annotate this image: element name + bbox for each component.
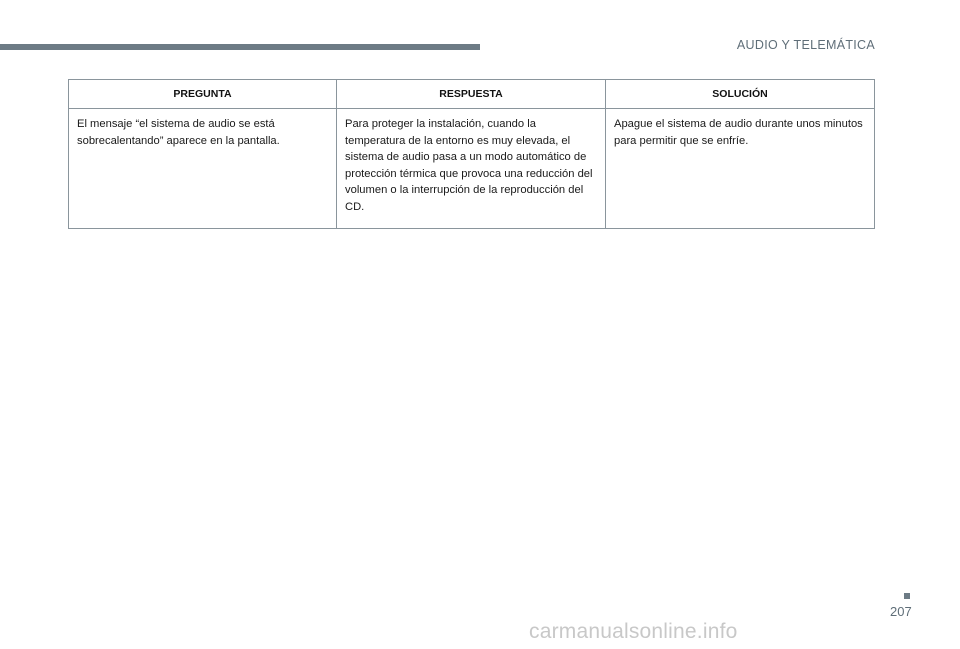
- cell-pregunta: El mensaje “el sistema de audio se está sobrecalentando” aparece en la pantalla.: [69, 109, 337, 229]
- faq-table: [68, 79, 875, 229]
- table-row: [69, 109, 875, 229]
- watermark: carmanualsonline.info: [529, 620, 738, 643]
- cell-solucion: Apague el sistema de audio durante unos minutos para permitir que se enfríe.: [606, 109, 875, 229]
- section-title: AUDIO Y TELEMÁTICA: [736, 38, 875, 52]
- cell-respuesta: Para proteger la instalación, cuando la temperatura de la entorno es muy elevada, el sistema de audio pasa a un modo automático de protección térmica que provoca una reducción del volumen o la interrupción de la reproducción del CD.: [337, 109, 606, 229]
- column-header-respuesta: RESPUESTA: [337, 80, 606, 109]
- header-accent-bar: [0, 44, 480, 50]
- table-header-row: [69, 80, 875, 109]
- page-number: 207: [890, 604, 912, 619]
- column-header-pregunta: PREGUNTA: [69, 80, 337, 109]
- page-marker: [904, 593, 910, 599]
- column-header-solucion: SOLUCIÓN: [606, 80, 875, 109]
